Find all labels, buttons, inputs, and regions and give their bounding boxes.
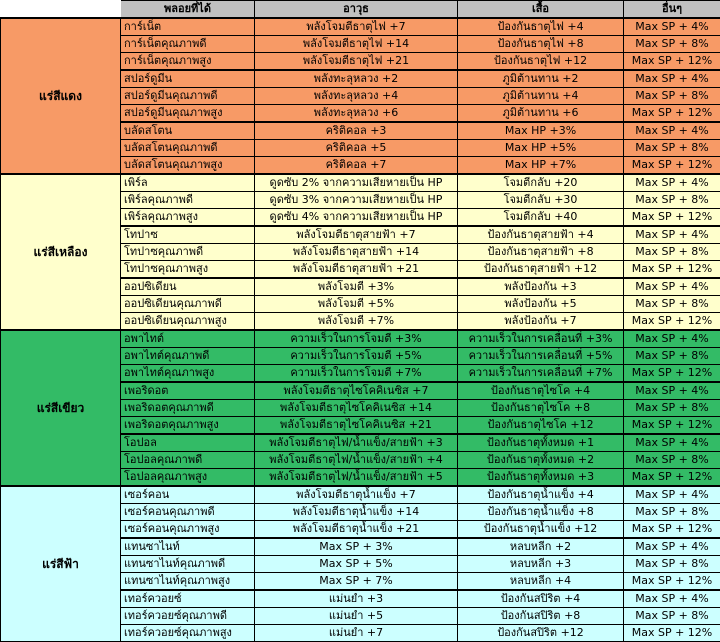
other-effect-cell: Max SP + 4% bbox=[624, 382, 720, 400]
gem-name-cell: การ์เน็ตคุณภาพสูง bbox=[121, 53, 255, 71]
weapon-effect-cell: ความเร็วในการโจมตี +3% bbox=[255, 330, 458, 348]
other-effect-cell: Max SP + 12% bbox=[624, 469, 720, 487]
armor-effect-cell: ป้องกันสปิริต +4 bbox=[458, 590, 624, 608]
armor-effect-cell: พลังป้องกัน +5 bbox=[458, 296, 624, 313]
armor-effect-cell: โจมตีกลับ +20 bbox=[458, 174, 624, 192]
armor-effect-cell: ภูมิต้านทาน +4 bbox=[458, 88, 624, 105]
weapon-effect-cell: พลังโจมตีธาตุน้ำแข็ง +21 bbox=[255, 521, 458, 539]
armor-effect-cell: ป้องกันธาตุสายฟ้า +8 bbox=[458, 244, 624, 261]
other-effect-cell: Max SP + 8% bbox=[624, 348, 720, 365]
weapon-effect-cell: พลังโจมตีธาตุไซโคคิเนซิส +7 bbox=[255, 382, 458, 400]
group-label: แร่สีเขียว bbox=[1, 330, 121, 486]
other-effect-cell: Max SP + 8% bbox=[624, 400, 720, 417]
armor-effect-cell: ภูมิต้านทาน +2 bbox=[458, 70, 624, 88]
gem-name-cell: บลัดสโตน bbox=[121, 122, 255, 140]
weapon-effect-cell: คริติคอล +5 bbox=[255, 140, 458, 157]
armor-effect-cell: ป้องกันธาตุสายฟ้า +12 bbox=[458, 261, 624, 279]
armor-effect-cell: ป้องกันธาตุไฟ +12 bbox=[458, 53, 624, 71]
weapon-effect-cell: พลังโจมตีธาตุสายฟ้า +21 bbox=[255, 261, 458, 279]
gem-name-cell: ออปซิเดียน bbox=[121, 278, 255, 296]
weapon-effect-cell: แม่นยำ +7 bbox=[255, 625, 458, 642]
armor-effect-cell: ป้องกันธาตุไฟ +4 bbox=[458, 18, 624, 36]
weapon-effect-cell: พลังโจมตีธาตุไฟ/น้ำแข็ง/สายฟ้า +4 bbox=[255, 452, 458, 469]
gem-name-cell: เพอริดอต bbox=[121, 382, 255, 400]
weapon-effect-cell: พลังทะลุหลวง +4 bbox=[255, 88, 458, 105]
gem-name-cell: แทนซาไนท์คุณภาพสูง bbox=[121, 573, 255, 591]
other-effect-cell: Max SP + 8% bbox=[624, 504, 720, 521]
armor-effect-cell: ป้องกันธาตุทั้งหมด +1 bbox=[458, 434, 624, 452]
weapon-effect-cell: พลังทะลุหลวง +2 bbox=[255, 70, 458, 88]
weapon-effect-cell: พลังโจมตีธาตุสายฟ้า +7 bbox=[255, 226, 458, 244]
other-effect-cell: Max SP + 4% bbox=[624, 538, 720, 556]
header-blank bbox=[1, 1, 121, 19]
gem-name-cell: โทปาซคุณภาพดี bbox=[121, 244, 255, 261]
other-effect-cell: Max SP + 12% bbox=[624, 261, 720, 279]
armor-effect-cell: ป้องกันธาตุน้ำแข็ง +12 bbox=[458, 521, 624, 539]
other-effect-cell: Max SP + 8% bbox=[624, 88, 720, 105]
weapon-effect-cell: Max SP + 5% bbox=[255, 556, 458, 573]
weapon-effect-cell: พลังโจมตี +5% bbox=[255, 296, 458, 313]
armor-effect-cell: ป้องกันสปิริต +8 bbox=[458, 608, 624, 625]
armor-effect-cell: ความเร็วในการเคลื่อนที่ +3% bbox=[458, 330, 624, 348]
gem-name-cell: เพิร์ลคุณภาพสูง bbox=[121, 209, 255, 227]
other-effect-cell: Max SP + 12% bbox=[624, 157, 720, 175]
other-effect-cell: Max SP + 8% bbox=[624, 140, 720, 157]
gem-name-cell: ออปซิเดียนคุณภาพสูง bbox=[121, 313, 255, 331]
weapon-effect-cell: พลังโจมตีธาตุไซโคคิเนซิส +14 bbox=[255, 400, 458, 417]
gem-name-cell: โทปาซ bbox=[121, 226, 255, 244]
armor-effect-cell: ภูมิต้านทาน +6 bbox=[458, 105, 624, 123]
armor-effect-cell: ป้องกันธาตุทั้งหมด +2 bbox=[458, 452, 624, 469]
header-gem: พลอยที่ได้ bbox=[121, 1, 255, 19]
armor-effect-cell: พลังป้องกัน +3 bbox=[458, 278, 624, 296]
table-body bbox=[1, 18, 720, 642]
weapon-effect-cell: Max SP + 7% bbox=[255, 573, 458, 591]
group-label: แร่สีเหลือง bbox=[1, 174, 121, 330]
weapon-effect-cell: พลังโจมตี +7% bbox=[255, 313, 458, 331]
weapon-effect-cell: พลังโจมตีธาตุไฟ +14 bbox=[255, 36, 458, 53]
gem-name-cell: โอปอลคุณภาพดี bbox=[121, 452, 255, 469]
armor-effect-cell: ป้องกันธาตุน้ำแข็ง +8 bbox=[458, 504, 624, 521]
gem-name-cell: อพาไทต์คุณภาพดี bbox=[121, 348, 255, 365]
gem-name-cell: แทนซาไนท์คุณภาพดี bbox=[121, 556, 255, 573]
other-effect-cell: Max SP + 12% bbox=[624, 313, 720, 331]
gem-name-cell: อพาไทต์คุณภาพสูง bbox=[121, 365, 255, 383]
other-effect-cell: Max SP + 12% bbox=[624, 521, 720, 539]
armor-effect-cell: พลังป้องกัน +7 bbox=[458, 313, 624, 331]
armor-effect-cell: Max HP +5% bbox=[458, 140, 624, 157]
weapon-effect-cell: พลังโจมตีธาตุไฟ +21 bbox=[255, 53, 458, 71]
gem-name-cell: สปอร์ดูมีน bbox=[121, 70, 255, 88]
gem-name-cell: เทอร์ควอยซ์ bbox=[121, 590, 255, 608]
weapon-effect-cell: คริติคอล +3 bbox=[255, 122, 458, 140]
armor-effect-cell: Max HP +7% bbox=[458, 157, 624, 175]
weapon-effect-cell: แม่นยำ +5 bbox=[255, 608, 458, 625]
gem-name-cell: เทอร์ควอยซ์คุณภาพสูง bbox=[121, 625, 255, 642]
other-effect-cell: Max SP + 4% bbox=[624, 278, 720, 296]
header-armor: เสื้อ bbox=[458, 1, 624, 19]
weapon-effect-cell: ความเร็วในการโจมตี +7% bbox=[255, 365, 458, 383]
other-effect-cell: Max SP + 8% bbox=[624, 36, 720, 53]
other-effect-cell: Max SP + 12% bbox=[624, 105, 720, 123]
gem-name-cell: สปอร์ดูมีนคุณภาพสูง bbox=[121, 105, 255, 123]
gem-name-cell: การ์เน็ตคุณภาพดี bbox=[121, 36, 255, 53]
other-effect-cell: Max SP + 8% bbox=[624, 608, 720, 625]
header-other: อื่นๆ bbox=[624, 1, 720, 19]
gem-name-cell: สปอร์ดูมีนคุณภาพดี bbox=[121, 88, 255, 105]
armor-effect-cell: ป้องกันสปิริต +12 bbox=[458, 625, 624, 642]
table-row bbox=[1, 18, 720, 36]
table-row bbox=[1, 330, 720, 348]
header-row bbox=[1, 1, 720, 19]
gem-name-cell: ออปซิเดียนคุณภาพดี bbox=[121, 296, 255, 313]
armor-effect-cell: โจมตีกลับ +30 bbox=[458, 192, 624, 209]
armor-effect-cell: หลบหลีก +4 bbox=[458, 573, 624, 591]
weapon-effect-cell: พลังโจมตีธาตุไฟ/น้ำแข็ง/สายฟ้า +5 bbox=[255, 469, 458, 487]
armor-effect-cell: ป้องกันธาตุไซโค +4 bbox=[458, 382, 624, 400]
other-effect-cell: Max SP + 4% bbox=[624, 486, 720, 504]
gem-name-cell: บลัดสโตนคุณภาพดี bbox=[121, 140, 255, 157]
other-effect-cell: Max SP + 8% bbox=[624, 192, 720, 209]
weapon-effect-cell: Max SP + 3% bbox=[255, 538, 458, 556]
other-effect-cell: Max SP + 8% bbox=[624, 556, 720, 573]
gem-name-cell: เซอร์คอนคุณภาพสูง bbox=[121, 521, 255, 539]
gem-name-cell: การ์เน็ต bbox=[121, 18, 255, 36]
other-effect-cell: Max SP + 4% bbox=[624, 174, 720, 192]
other-effect-cell: Max SP + 12% bbox=[624, 625, 720, 642]
other-effect-cell: Max SP + 4% bbox=[624, 122, 720, 140]
weapon-effect-cell: พลังโจมตีธาตุไฟ/น้ำแข็ง/สายฟ้า +3 bbox=[255, 434, 458, 452]
armor-effect-cell: ความเร็วในการเคลื่อนที่ +5% bbox=[458, 348, 624, 365]
armor-effect-cell: ป้องกันธาตุไซโค +12 bbox=[458, 417, 624, 435]
weapon-effect-cell: พลังโจมตีธาตุไซโคคิเนซิส +21 bbox=[255, 417, 458, 435]
gem-name-cell: โอปอลคุณภาพสูง bbox=[121, 469, 255, 487]
other-effect-cell: Max SP + 8% bbox=[624, 244, 720, 261]
weapon-effect-cell: แม่นยำ +3 bbox=[255, 590, 458, 608]
other-effect-cell: Max SP + 12% bbox=[624, 53, 720, 71]
group-label: แร่สีแดง bbox=[1, 18, 121, 174]
armor-effect-cell: ป้องกันธาตุไฟ +8 bbox=[458, 36, 624, 53]
weapon-effect-cell: พลังโจมตีธาตุน้ำแข็ง +14 bbox=[255, 504, 458, 521]
armor-effect-cell: ป้องกันธาตุไซโค +8 bbox=[458, 400, 624, 417]
other-effect-cell: Max SP + 4% bbox=[624, 226, 720, 244]
other-effect-cell: Max SP + 4% bbox=[624, 70, 720, 88]
other-effect-cell: Max SP + 12% bbox=[624, 209, 720, 227]
gem-name-cell: เซอร์คอนคุณภาพดี bbox=[121, 504, 255, 521]
armor-effect-cell: โจมตีกลับ +40 bbox=[458, 209, 624, 227]
weapon-effect-cell: ดูดซับ 2% จากความเสียหายเป็น HP bbox=[255, 174, 458, 192]
gem-name-cell: โอปอล bbox=[121, 434, 255, 452]
other-effect-cell: Max SP + 4% bbox=[624, 590, 720, 608]
gem-name-cell: เทอร์ควอยซ์คุณภาพดี bbox=[121, 608, 255, 625]
gem-name-cell: แทนซาไนท์ bbox=[121, 538, 255, 556]
weapon-effect-cell: พลังทะลุหลวง +6 bbox=[255, 105, 458, 123]
header-weapon: อาวุธ bbox=[255, 1, 458, 19]
armor-effect-cell: หลบหลีก +2 bbox=[458, 538, 624, 556]
armor-effect-cell: Max HP +3% bbox=[458, 122, 624, 140]
other-effect-cell: Max SP + 12% bbox=[624, 417, 720, 435]
weapon-effect-cell: ความเร็วในการโจมตี +5% bbox=[255, 348, 458, 365]
other-effect-cell: Max SP + 8% bbox=[624, 296, 720, 313]
gem-name-cell: เพิร์ล bbox=[121, 174, 255, 192]
gem-name-cell: เพอริดอตคุณภาพดี bbox=[121, 400, 255, 417]
weapon-effect-cell: พลังโจมตีธาตุสายฟ้า +14 bbox=[255, 244, 458, 261]
table-row bbox=[1, 486, 720, 504]
weapon-effect-cell: พลังโจมตีธาตุไฟ +7 bbox=[255, 18, 458, 36]
armor-effect-cell: ป้องกันธาตุทั้งหมด +3 bbox=[458, 469, 624, 487]
weapon-effect-cell: พลังโจมตีธาตุน้ำแข็ง +7 bbox=[255, 486, 458, 504]
armor-effect-cell: หลบหลีก +3 bbox=[458, 556, 624, 573]
other-effect-cell: Max SP + 4% bbox=[624, 434, 720, 452]
gem-name-cell: เพิร์ลคุณภาพดี bbox=[121, 192, 255, 209]
table-row bbox=[1, 174, 720, 192]
gem-name-cell: เซอร์คอน bbox=[121, 486, 255, 504]
other-effect-cell: Max SP + 12% bbox=[624, 573, 720, 591]
armor-effect-cell: ความเร็วในการเคลื่อนที่ +7% bbox=[458, 365, 624, 383]
armor-effect-cell: ป้องกันธาตุน้ำแข็ง +4 bbox=[458, 486, 624, 504]
other-effect-cell: Max SP + 12% bbox=[624, 365, 720, 383]
group-label: แร่สีฟ้า bbox=[1, 486, 121, 642]
gem-name-cell: บลัดสโตนคุณภาพสูง bbox=[121, 157, 255, 175]
weapon-effect-cell: ดูดซับ 3% จากความเสียหายเป็น HP bbox=[255, 192, 458, 209]
gem-name-cell: เพอริดอตคุณภาพสูง bbox=[121, 417, 255, 435]
gem-name-cell: โทปาซคุณภาพสูง bbox=[121, 261, 255, 279]
weapon-effect-cell: พลังโจมตี +3% bbox=[255, 278, 458, 296]
other-effect-cell: Max SP + 4% bbox=[624, 18, 720, 36]
gem-name-cell: อพาไทต์ bbox=[121, 330, 255, 348]
other-effect-cell: Max SP + 4% bbox=[624, 330, 720, 348]
other-effect-cell: Max SP + 8% bbox=[624, 452, 720, 469]
weapon-effect-cell: คริติคอล +7 bbox=[255, 157, 458, 175]
weapon-effect-cell: ดูดซับ 4% จากความเสียหายเป็น HP bbox=[255, 209, 458, 227]
armor-effect-cell: ป้องกันธาตุสายฟ้า +4 bbox=[458, 226, 624, 244]
